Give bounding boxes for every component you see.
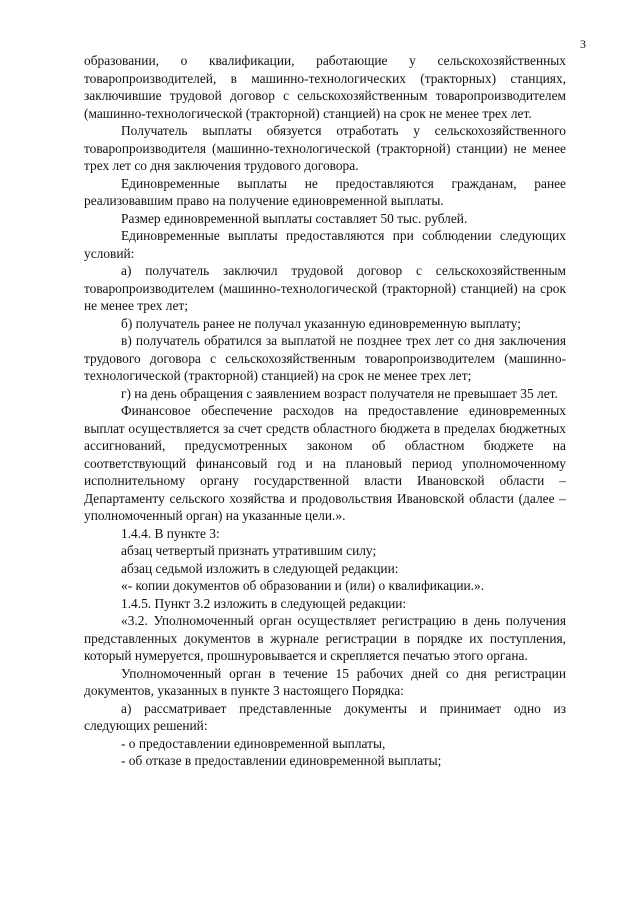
paragraph: Единовременные выплаты предоставляются при соблюдении следующих условий: (84, 228, 566, 261)
list-item: - об отказе в предоставлении единовременной выплаты; (121, 753, 442, 768)
paragraph: абзац четвертый признать утратившим силу; (121, 543, 377, 558)
paragraph: абзац седьмой изложить в следующей редакции: (121, 560, 399, 576)
list-item: в) получатель обратился за выплатой не позднее трех лет со дня заключения трудового договора с сельскохозяйственным товаропроизводителем (машинно-технологической (тракторной) станцией) на срок не менее трех лет; (84, 333, 566, 383)
section-heading: 1.4.5. Пункт 3.2 изложить в следующей редакции: (121, 595, 407, 611)
list-item: г) на день обращения с заявлением возраст получателя не превышает 35 лет. (121, 385, 558, 401)
document-body (84, 52, 566, 770)
paragraph: «- копии документов об образовании и (или) о квалификации.». (121, 578, 485, 593)
page-number: 3 (580, 37, 586, 51)
section-heading: 1.4.4. В пункте 3: (121, 525, 220, 541)
paragraph: образовании, о квалификации, работающие у сельскохозяйственных товаропроизводителей, в машинно-технологических (тракторных) станциях, заключившие трудовой договор с сельскохозяйственным товаропроизводителем (машинно-технологической (тракторной) станцией) на срок не менее трех лет. (84, 53, 566, 121)
paragraph: Уполномоченный орган в течение 15 рабочих дней со дня регистрации документов, указанных в пункте 3 настоящего Порядка: (84, 665, 566, 698)
list-item: - о предоставлении единовременной выплаты, (121, 735, 386, 751)
paragraph: Получатель выплаты обязуется отработать у сельскохозяйственного товаропроизводителя (машинно-технологической (тракторной) станции) не менее трех лет со дня заключения трудового договора. (84, 123, 566, 173)
paragraph: Финансовое обеспечение расходов на предоставление единовременных выплат осуществляется за счет средств областного бюджета в пределах бюджетных ассигнований, предусмотренных законом об областном бюджете на соответствующий финансовый год и на плановый период уполномоченному исполнительному органу государственной власти Ивановской области – Департаменту сельского хозяйства и продовольствия Ивановской области (далее – уполномоченный орган) на указанные цели.». (84, 403, 566, 523)
paragraph: «3.2. Уполномоченный орган осуществляет регистрацию в день получения представленных документов в журнале регистрации в порядке их поступления, который нумеруется, прошнуровывается и скрепляется печатью этого органа. (84, 613, 566, 663)
list-item: а) рассматривает представленные документы и принимает одно из следующих решений: (84, 700, 566, 733)
list-item: б) получатель ранее не получал указанную единовременную выплату; (121, 315, 521, 331)
paragraph: Размер единовременной выплаты составляет 50 тыс. рублей. (121, 210, 468, 226)
paragraph: Единовременные выплаты не предоставляются гражданам, ранее реализовавшим право на получение единовременной выплаты. (84, 175, 566, 208)
list-item: а) получатель заключил трудовой договор с сельскохозяйственным товаропроизводителем (машинно-технологической (тракторной) станцией) на срок не менее трех лет; (84, 263, 566, 313)
